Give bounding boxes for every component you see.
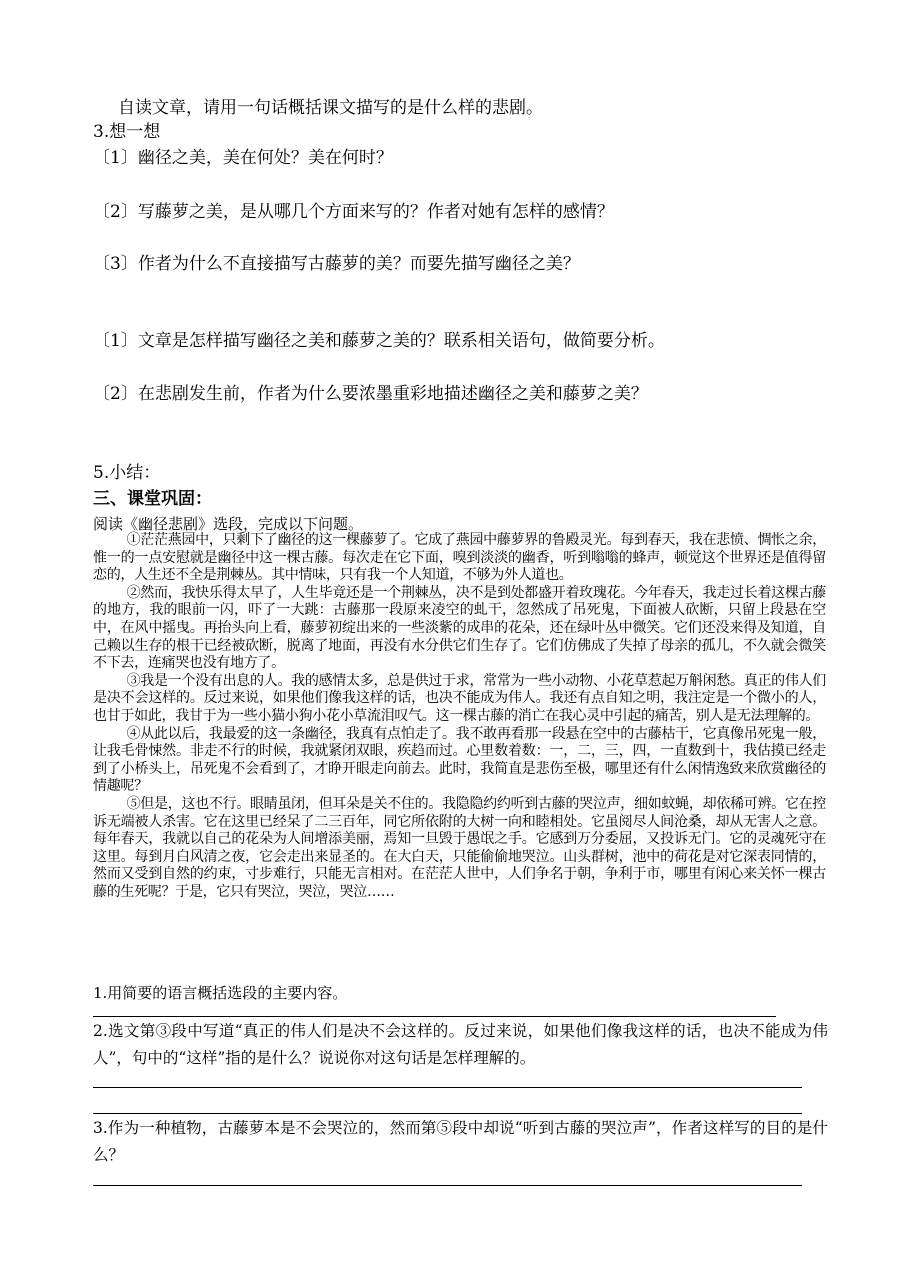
- passage-paragraph-5: ⑤但是，这也不行。眼睛虽闭，但耳朵是关不住的。我隐隐约约听到古藤的哭泣声，细如蚊蝇，却依稀可辨。它在控诉无端被人杀害。它在这里已经呆了二三百年，同它所依附的大树一向和睦相处。它虽阅尽人间沧桑，却从无害人之意。每年春天，我就以自己的花朵为人间增添美丽，焉知一旦毁于愚氓之手。它感到万分委屈，又投诉无门。它的灵魂死守在这里。每到月白风清之夜，它会走出来显圣的。在大白天，只能偷偷地哭泣。山头群树，池中的荷花是对它深表同情的，然而又受到自然的约束，寸步难行，只能无言相对。在茫茫人世中，人们争名于朝，争利于市，哪里有闲心来关怀一棵古藤的生死呢？于是，它只有哭泣，哭泣，哭泣……: [93, 795, 826, 900]
- question-2: 2.选文第③段中写道“真正的伟人们是决不会这样的。反过来说，如果他们像我这样的话，也决不能成为伟人”，句中的“这样”指的是什么？说说你对这句话是怎样理解的。: [93, 1022, 828, 1067]
- intro-text: 自读文章，请用一句话概括课文描写的是什么样的悲剧。: [118, 98, 543, 118]
- section3-title: 3.想一想: [93, 122, 161, 142]
- part3-heading: 三、课堂巩固：: [93, 489, 212, 509]
- question-1: 1.用简要的语言概括选段的主要内容。: [93, 984, 348, 1002]
- answer-line-q1[interactable]: [93, 1016, 776, 1017]
- answer-line-q2a[interactable]: [93, 1087, 802, 1088]
- passage-paragraph-1: ①茫茫燕园中，只剩下了幽径的这一棵藤萝了。它成了燕园中藤萝界的鲁殿灵光。每到春天，我在悲愤、惆怅之余，惟一的一点安慰就是幽径中这一棵古藤。每次走在它下面，嗅到淡淡的幽香，听到嗡嗡的蜂声，顿觉这个世界还是值得留恋的，人生还不全是荆棘丛。其中情味，只有我一个人知道，不够为外人道也。: [93, 532, 826, 584]
- think-question-3: 〔3〕作者为什么不直接描写古藤萝的美？而要先描写幽径之美？: [93, 254, 580, 274]
- answer-line-q2b[interactable]: [93, 1113, 802, 1114]
- reading-intro: 阅读《幽径悲剧》选段，完成以下问题。: [93, 515, 364, 533]
- discuss-question-1: 〔1〕文章是怎样描写幽径之美和藤萝之美的？联系相关语句，做简要分析。: [93, 331, 665, 351]
- discuss-question-2: 〔2〕在悲剧发生前，作者为什么要浓墨重彩地描述幽径之美和藤萝之美？: [93, 384, 648, 404]
- passage: [93, 532, 826, 901]
- question-3: 3.作为一种植物，古藤萝本是不会哭泣的，然而第⑤段中却说“听到古藤的哭泣声”，作者这样写的目的是什么？: [93, 1119, 828, 1164]
- section5-title: 5.小结：: [93, 463, 161, 483]
- passage-paragraph-3: ③我是一个没有出息的人。我的感情太多，总是供过于求，常常为一些小动物、小花草惹起万斛闲愁。真正的伟人们是决不会这样的。反过来说，如果他们像我这样的话，也决不能成为伟人。我还有点自知之明，我注定是一个微小的人，也甘于如此，我甘于为一些小猫小狗小花小草流泪叹气。这一棵古藤的消亡在我心灵中引起的痛苦，别人是无法理解的。: [93, 672, 826, 724]
- think-question-1: 〔1〕幽径之美，美在何处？美在何时？: [93, 148, 393, 168]
- answer-line-q3[interactable]: [93, 1185, 802, 1186]
- passage-paragraph-4: ④从此以后，我最爱的这一条幽径，我真有点怕走了。我不敢再看那一段悬在空中的古藤枯干，它真像吊死鬼一般，让我毛骨悚然。非走不行的时候，我就紧闭双眼，疾趋而过。心里数着数：一，二，三，四，一直数到十，我估摸已经走到了小桥头上，吊死鬼不会看到了，才睁开眼走向前去。此时，我简直是悲伤至极，哪里还有什么闲情逸致来欣赏幽径的情趣呢？: [93, 725, 826, 795]
- think-question-2: 〔2〕写藤萝之美，是从哪几个方面来写的？作者对她有怎样的感情？: [93, 202, 614, 222]
- passage-paragraph-2: ②然而，我快乐得太早了，人生毕竟还是一个荆棘丛，决不是到处都盛开着玫瑰花。今年春天，我走过长着这棵古藤的地方，我的眼前一闪，吓了一大跳：古藤那一段原来凌空的虬干，忽然成了吊死鬼，下面被人砍断，只留上段悬在空中，在风中摇曳。再抬头向上看，藤萝初绽出来的一些淡紫的成串的花朵，还在绿叶丛中微笑。它们还没来得及知道，自己赖以生存的根干已经被砍断，脱离了地面，再没有水分供它们生存了。它们仿佛成了失掉了母亲的孤儿，不久就会微笑不下去，连痛哭也没有地方了。: [93, 584, 826, 672]
